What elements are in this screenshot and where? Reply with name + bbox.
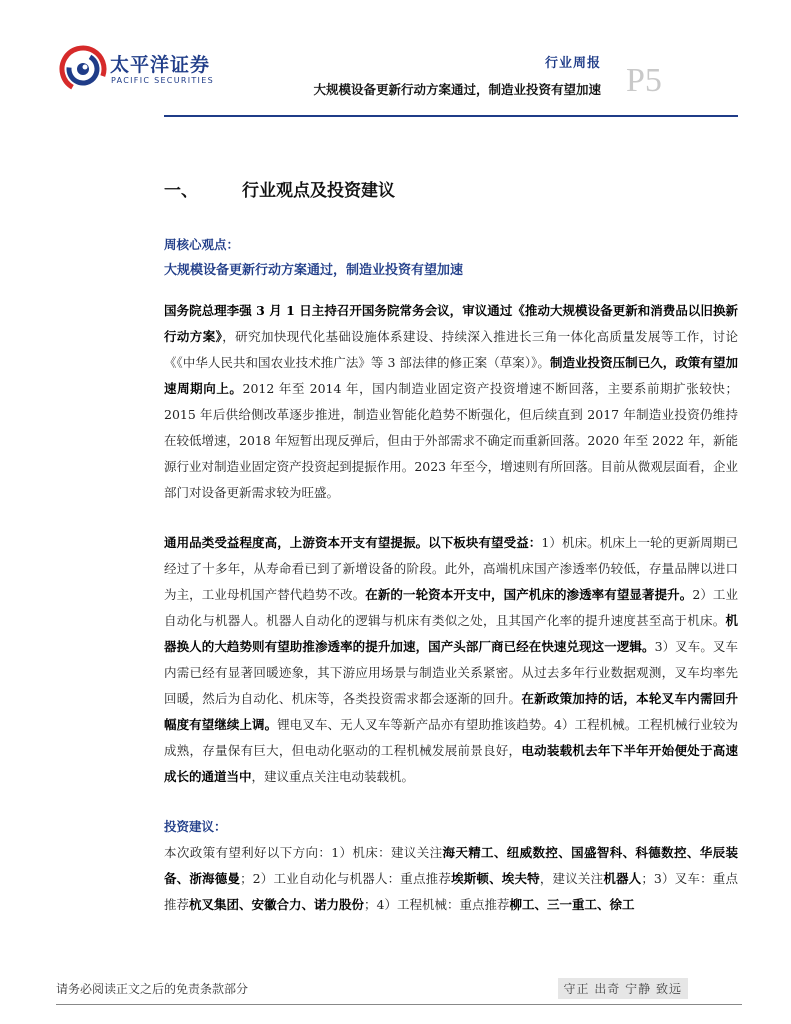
invest-text-2: ；2）工业自动化与机器人：重点推荐	[240, 871, 452, 886]
paragraph-beneficiaries	[164, 530, 738, 790]
company-logo	[58, 44, 218, 94]
policy-bold-1: 国务院总理李强 3 月 1 日主持召开国务院常务会议，审议通过《推动大规模设备更新和消费品以旧换新行动方案》	[164, 303, 738, 344]
benefit-text-3: 3）叉车。叉车内需已经有显著回暖迹象，其下游应用场景与制造业关系紧密。从过去多年行业数据观测，叉车均率先回暖，然后为自动化、机床等，各类投资需求都会逐渐的回升。	[164, 639, 738, 706]
pacific-securities-logo-icon	[58, 44, 108, 94]
benefit-text-5: ，建议重点关注电动装载机。	[251, 769, 415, 784]
report-title: 大规模设备更新行动方案通过，制造业投资有望加速	[313, 82, 601, 97]
benefit-text-4: 锂电叉车、无人叉车等新产品亦有望助推该趋势。4）工程机械。工程机械行业较为成熟，存量保有巨大，但电动化驱动的工程机械发展前景良好，	[164, 717, 738, 758]
core-view-headline: 大规模设备更新行动方案通过，制造业投资有望加速	[164, 263, 464, 278]
spacer	[164, 506, 738, 530]
logo-english-name: PACIFIC SECURITIES	[111, 76, 214, 85]
invest-bold-4: 杭叉集团、安徽合力、诺力股份	[189, 897, 365, 912]
invest-text-5: ；4）工程机械：重点推荐	[364, 897, 510, 912]
main-content	[164, 176, 738, 918]
invest-text-4: ；3）叉车：重点推荐	[164, 871, 738, 912]
section-heading	[164, 176, 738, 210]
benefit-bold-2: 在新的一轮资本开支中，国产机床的渗透率有望显著提升。	[365, 587, 693, 602]
page-footer	[56, 980, 736, 1002]
benefit-text-1: 1）机床。机床上一轮的更新周期已经过了十多年，从寿命看已到了新增设备的阶段。此外，高端机床国产渗透率仍较低，存量品牌以进口为主，工业母机国产替代趋势不改。	[164, 535, 738, 602]
investment-label: 投资建议：	[164, 819, 227, 834]
header-divider	[164, 115, 738, 117]
invest-text-1: 本次政策有望利好以下方向：1）机床：建议关注	[164, 845, 443, 860]
footer-divider	[56, 1004, 742, 1005]
invest-bold-3: 机器人	[603, 871, 642, 886]
benefit-text-2: 2）工业自动化与机器人。机器人自动化的逻辑与机床有类似之处，且其国产化率的提升速度甚至高于机床。	[164, 587, 738, 628]
invest-bold-2: 埃斯顿、埃夫特	[451, 871, 540, 886]
invest-bold-1: 海天精工、纽威数控、国盛智科、科德数控、华辰装备、浙海德曼	[164, 845, 738, 886]
policy-bold-2: 制造业投资压制已久，政策有望加速周期向上。	[164, 355, 738, 396]
section-number: 一、	[164, 181, 198, 201]
invest-text-3: ，建议关注	[539, 871, 604, 886]
disclaimer-note: 请务必阅读正文之后的免责条款部分	[56, 982, 249, 996]
benefit-bold-5: 电动装载机去年下半年开始便处于高速成长的通道当中	[164, 743, 738, 784]
page-number: P5	[626, 62, 662, 99]
section-title: 行业观点及投资建议	[242, 181, 395, 201]
company-motto: 守正 出奇 宁静 致远	[558, 978, 688, 999]
report-type: 行业周报	[544, 56, 601, 71]
policy-text-2: 2012 年至 2014 年，国内制造业固定资产投资增速不断回落，主要系前期扩张较快；2015 年后供给侧改革逐步推进，制造业智能化趋势不断强化，但后续直到 2017 年制造业投资仍维持在较低增速，2018 年短暂出现反弹后，但由于外部需求不确定而重新回落。2020 年至 2022 年，新能源行业对制造业固定资产投资起到提振作用。2023 年至今，增速则有所回落。目前从微观层面看，企业部门对设备更新需求较为旺盛。	[164, 381, 738, 500]
invest-bold-5: 柳工、三一重工、徐工	[509, 897, 635, 912]
logo-chinese-name: 太平洋证券	[110, 54, 211, 76]
core-view-label: 周核心观点：	[164, 237, 240, 252]
paragraph-policy	[164, 298, 738, 506]
spacer	[164, 790, 738, 814]
benefit-bold-4: 在新政策加持的话，本轮叉车内需回升幅度有望继续上调。	[164, 691, 738, 732]
paragraph-investment	[164, 840, 738, 918]
benefit-bold-3: 机器换人的大趋势则有望助推渗透率的提升加速，国产头部厂商已经在快速兑现这一逻辑。	[164, 613, 738, 654]
benefit-bold-1: 通用品类受益程度高，上游资本开支有望提振。以下板块有望受益：	[164, 535, 542, 550]
page-header	[0, 0, 791, 120]
policy-text-1: ，研究加快现代化基础设施体系建设、持续深入推进长三角一体化高质量发展等工作，讨论《《中华人民共和国农业技术推广法》等 3 部法律的修正案（草案）》。	[164, 329, 738, 370]
